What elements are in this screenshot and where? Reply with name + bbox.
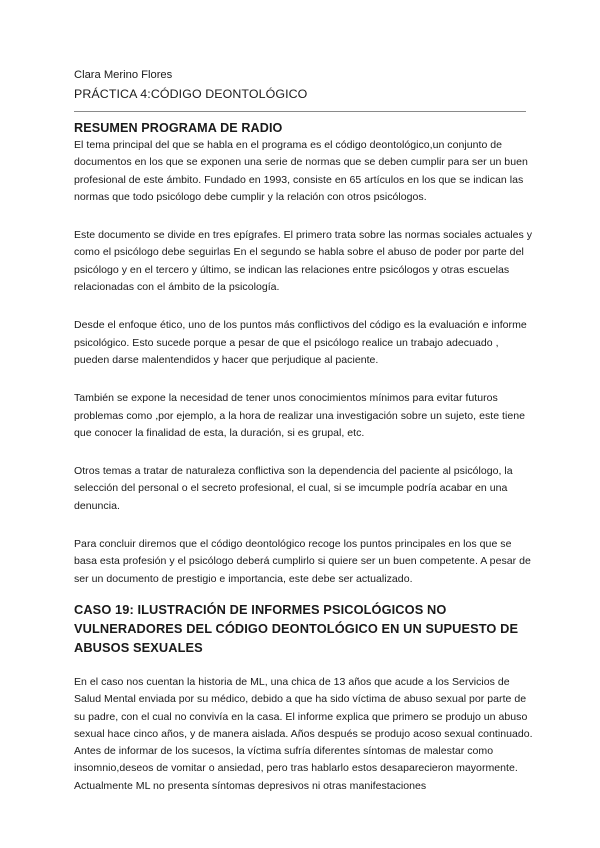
radio-paragraph: También se expone la necesidad de tener unos conocimientos mínimos para evitar futuros problemas como ,por ejemplo, a la hora de realizar una investigación sobre un sujeto, este tiene que conocer la finalidad de esta, la duración, si es grupal, etc. — [74, 392, 526, 439]
radio-paragraph: Para concluir diremos que el código deontológico recoge los puntos principales en los que se basa esta profesión y el psicólogo deberá cumplirlo si quiere ser un buen competente. A pesar de ser un documento de prestigio e importancia, este debe ser actualizado. — [74, 538, 531, 585]
case-paragraph: En el caso nos cuentan la historia de ML, una chica de 13 años que acude a los Servicios de Salud Mental enviada por su médico, debido a que ha sido víctima de abuso sexual por parte de su padre, con el cual no convivía en la casa. El informe explica que primero se produjo un abuso sexual hace cinco años, y de manera aislada. Años después se produjo acoso sexual continuado. — [74, 675, 533, 740]
case-heading: CASO 19: ILUSTRACIÓN DE INFORMES PSICOLÓGICOS NO VULNERADORES DEL CÓDIGO DEONTOLÓGICO EN UN SUPUESTO DE ABUSOS SEXUALES — [74, 601, 519, 655]
case-paragraph: Antes de informar de los sucesos, la víctima sufría diferentes síntomas de malestar como insomnio,deseos de vomitar o ansiedad, pero tras hablarlo estos desaparecieron mayormente. Actualmente ML no presenta síntomas depresivos ni otras manifestaciones — [74, 745, 518, 792]
radio-paragraph: El tema principal del que se habla en el programa es el código deontológico,un conjunto de documentos en los que se exponen una serie de normas que se deben cumplir para ser un buen profesional de este ámbito. Fundado en 1993, consiste en 65 artículos en los que se indican las normas que todo psicólogo debe cumplir y la relación con otros psicólogos. — [74, 139, 528, 203]
author-name: Clara Merino Flores — [74, 69, 173, 81]
radio-paragraph: Otros temas a tratar de naturaleza conflictiva son la dependencia del paciente al psicólogo, la selección del personal o el secreto profesional, el cual, si se imcumple podría acabar en una denuncia. — [74, 465, 513, 512]
assignment-title: PRÁCTICA 4:CÓDIGO DEONTOLÓGICO — [74, 87, 308, 101]
case-body — [74, 674, 534, 795]
document-page — [74, 68, 534, 795]
radio-paragraph: Desde el enfoque ético, uno de los puntos más conflictivos del código es la evaluación e informe psicológico. Esto sucede porque a pesar de que el psicólogo realice un trabajo adecuado , pueden darse malentendidos y hacer que perjudique al paciente. — [74, 319, 527, 366]
radio-summary-heading: RESUMEN PROGRAMA DE RADIO — [74, 121, 283, 135]
case-section — [74, 600, 534, 795]
header-divider — [74, 111, 526, 112]
radio-summary-section — [74, 119, 534, 588]
radio-paragraph: Este documento se divide en tres epígrafes. El primero trata sobre las normas sociales actuales y como el psicólogo debe seguirlas En el segundo se habla sobre el abuso de poder por parte del psicólogo y en el tercero y último, se indican las relaciones entre psicólogos y otras escuelas relacionadas con el ámbito de la psicología. — [74, 229, 533, 294]
